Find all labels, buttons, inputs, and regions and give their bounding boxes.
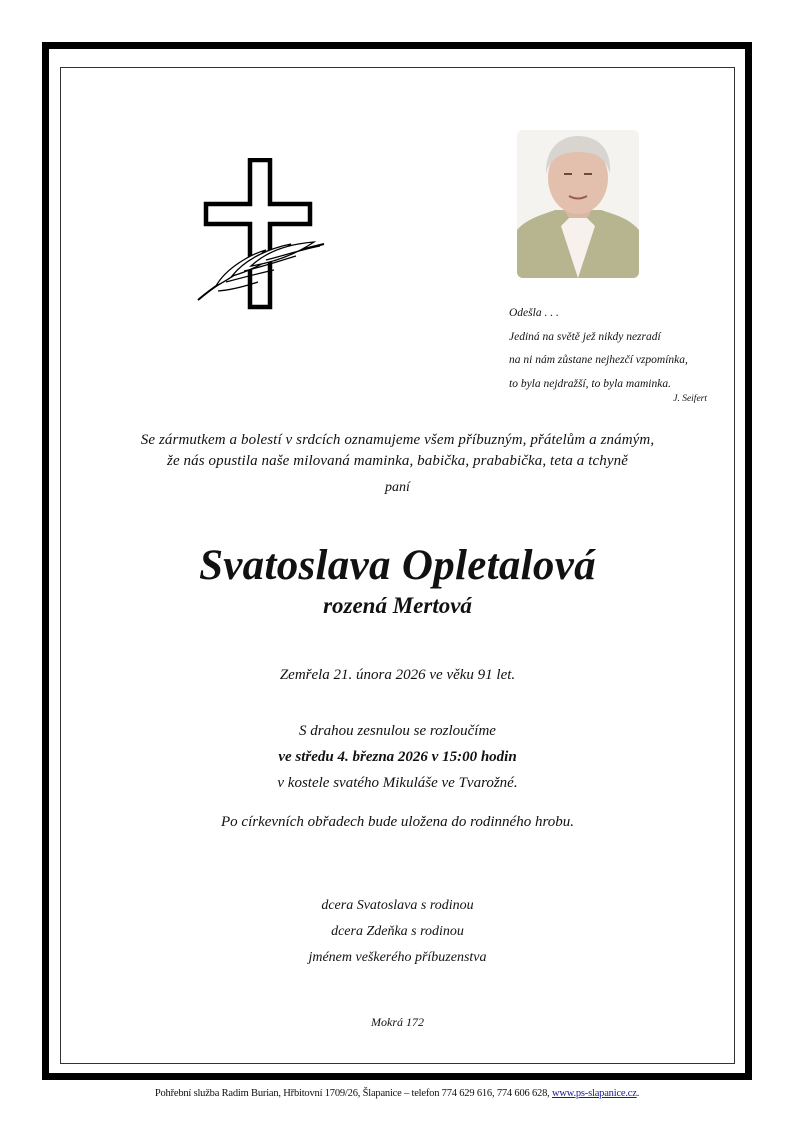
farewell-intro: S drahou zesnulou se rozloučíme	[299, 723, 496, 739]
footer	[0, 1088, 794, 1099]
mourner: dcera Svatoslava s rodinou	[321, 898, 474, 913]
mourner: jménem veškerého příbuzenstva	[308, 950, 487, 965]
portrait-photo	[517, 130, 639, 278]
announcement	[60, 430, 735, 472]
announcement-line: Se zármutkem a bolestí v srdcích oznamujeme všem příbuzným, přátelům a známým,	[140, 432, 655, 448]
death-info: Zemřela 21. února 2026 ve věku 91 let.	[279, 667, 516, 683]
deceased-name: Svatoslava Opletalová	[199, 542, 596, 589]
announcement-line: že nás opustila naše milovaná maminka, babička, prababička, teta a tchyně	[167, 453, 628, 469]
burial-info: Po církevních obřadech bude uložena do rodinného hrobu.	[221, 814, 574, 830]
farewell-place: v kostele svatého Mikuláše ve Tvarožné.	[277, 775, 518, 791]
address: Mokrá 172	[371, 1015, 424, 1029]
footer-text: Pohřební služba Radim Burian, Hřbitovní 1709/26, Šlapanice – telefon 774 629 616, 774 606 628,	[154, 1088, 552, 1099]
poem-line: Odešla . . .	[509, 307, 559, 319]
farewell-date: ve středu 4. března 2026 v 15:00 hodin	[278, 749, 517, 765]
poem-author: J. Seifert	[673, 394, 707, 404]
footer-suffix: .	[636, 1088, 640, 1099]
mourner: dcera Zdeňka s rodinou	[331, 924, 464, 939]
poem-line: to byla nejdražší, to byla maminka.	[509, 377, 671, 390]
poem	[509, 302, 729, 406]
footer-link[interactable]: www.ps-slapanice.cz	[551, 1088, 637, 1099]
honorific: paní	[385, 480, 410, 495]
farewell-info	[60, 718, 735, 796]
maiden-name: rozená Mertová	[323, 593, 472, 618]
mourners	[60, 893, 735, 971]
poem-line: Jediná na světě jež nikdy nezradí	[509, 330, 661, 343]
cross-with-palm-icon	[196, 158, 330, 310]
poem-line: na ni nám zůstane nejhezčí vzpomínka,	[509, 354, 688, 366]
